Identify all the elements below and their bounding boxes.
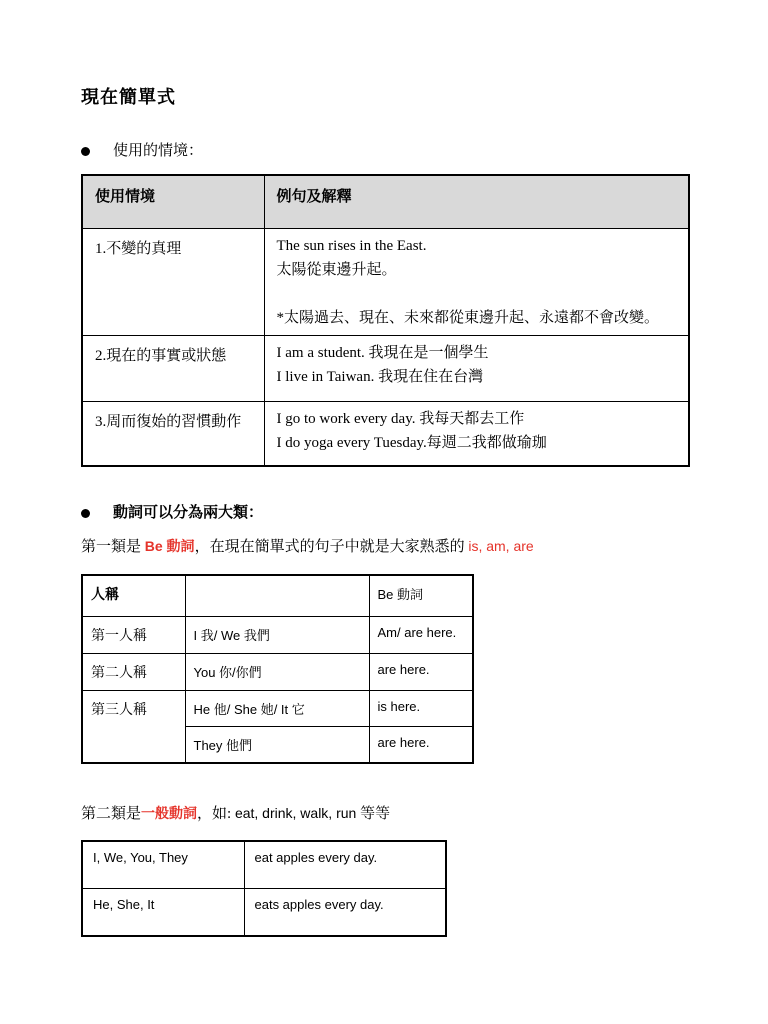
pronouns-cell: I 我/ We 我們 — [185, 617, 369, 654]
intro-general-middle: ，如: — [197, 806, 235, 822]
person-cell: 第二人稱 — [82, 654, 185, 691]
pronouns-cell: They 他們 — [185, 727, 369, 764]
verb-cell: is here. — [369, 691, 473, 727]
subject-cell: I, We, You, They — [82, 841, 244, 889]
bullet-item-usage — [81, 141, 768, 161]
subject-cell: He, She, It — [82, 889, 244, 937]
be-table-header-pronouns — [185, 575, 369, 617]
verb-cell: are here. — [369, 654, 473, 691]
table-row — [82, 229, 689, 336]
page-title: 現在簡單式 — [81, 87, 176, 107]
intro-be-prefix: 第一類是 — [81, 539, 145, 555]
general-verb-table — [81, 840, 447, 937]
table-row — [82, 889, 446, 937]
usage-context-cell: 1.不變的真理 — [82, 229, 264, 336]
pronouns-cell: You 你/你們 — [185, 654, 369, 691]
table-row — [82, 336, 689, 402]
example-line: I am a student. 我現在是一個學生 — [276, 345, 489, 361]
bullet-icon — [81, 509, 90, 518]
table-row — [82, 691, 473, 727]
table-row — [82, 841, 446, 889]
pronouns-cell: He 他/ She 她/ It 它 — [185, 691, 369, 727]
example-line — [277, 282, 677, 306]
example-line: The sun rises in the East. — [276, 238, 427, 254]
example-line: 太陽從東邊升起。 — [276, 262, 397, 278]
example-line: *太陽過去、現在、未來都從東邊升起、永遠都不會改變。 — [276, 310, 660, 326]
intro-be-highlight: Be 動詞 — [144, 538, 195, 554]
intro-be-verbs: is, am, are — [468, 538, 534, 554]
be-table-header-row — [82, 575, 473, 617]
usage-table-header-context: 使用情境 — [82, 175, 264, 229]
table-row — [82, 654, 473, 691]
person-cell: 第三人稱 — [82, 691, 185, 764]
usage-context-cell: 3.周而復始的習慣動作 — [82, 402, 264, 467]
usage-examples-cell — [264, 402, 689, 467]
intro-general-prefix: 第二類是 — [81, 806, 142, 822]
usage-examples-cell — [264, 229, 689, 336]
be-table-header-person: 人稱 — [82, 575, 185, 617]
predicate-cell: eats apples every day. — [244, 889, 446, 937]
example-line: I live in Taiwan. 我現在住在台灣 — [276, 369, 484, 385]
usage-examples-cell — [264, 336, 689, 402]
bullet-usage-label: 使用的情境： — [113, 143, 204, 159]
intro-general-highlight: 一般動詞 — [141, 805, 198, 821]
person-cell: 第一人稱 — [82, 617, 185, 654]
be-verb-table — [81, 574, 474, 764]
usage-table-header-row — [82, 175, 689, 229]
intro-general-verbs: eat, drink, walk, run — [234, 805, 357, 821]
verb-cell: are here. — [369, 727, 473, 764]
bullet-item-verb-types — [81, 503, 768, 523]
usage-context-cell: 2.現在的事實或狀態 — [82, 336, 264, 402]
table-row — [82, 617, 473, 654]
example-line: I go to work every day. 我每天都去工作 — [276, 411, 525, 427]
general-verb-intro — [81, 802, 768, 825]
intro-be-middle: ，在現在簡單式的句子中就是大家熟悉的 — [194, 539, 469, 555]
table-row — [82, 402, 689, 467]
example-line: I do yoga every Tuesday.每週二我都做瑜珈 — [276, 435, 547, 451]
bullet-verb-types-label: 動詞可以分為兩大類： — [113, 505, 264, 521]
predicate-cell: eat apples every day. — [244, 841, 446, 889]
verb-cell: Am/ are here. — [369, 617, 473, 654]
bullet-icon — [81, 147, 90, 156]
intro-general-suffix: 等等 — [356, 806, 391, 822]
usage-table — [81, 174, 690, 467]
usage-table-header-examples: 例句及解釋 — [264, 175, 689, 229]
be-table-header-verb: Be 動詞 — [369, 575, 473, 617]
be-verb-intro — [81, 535, 768, 558]
